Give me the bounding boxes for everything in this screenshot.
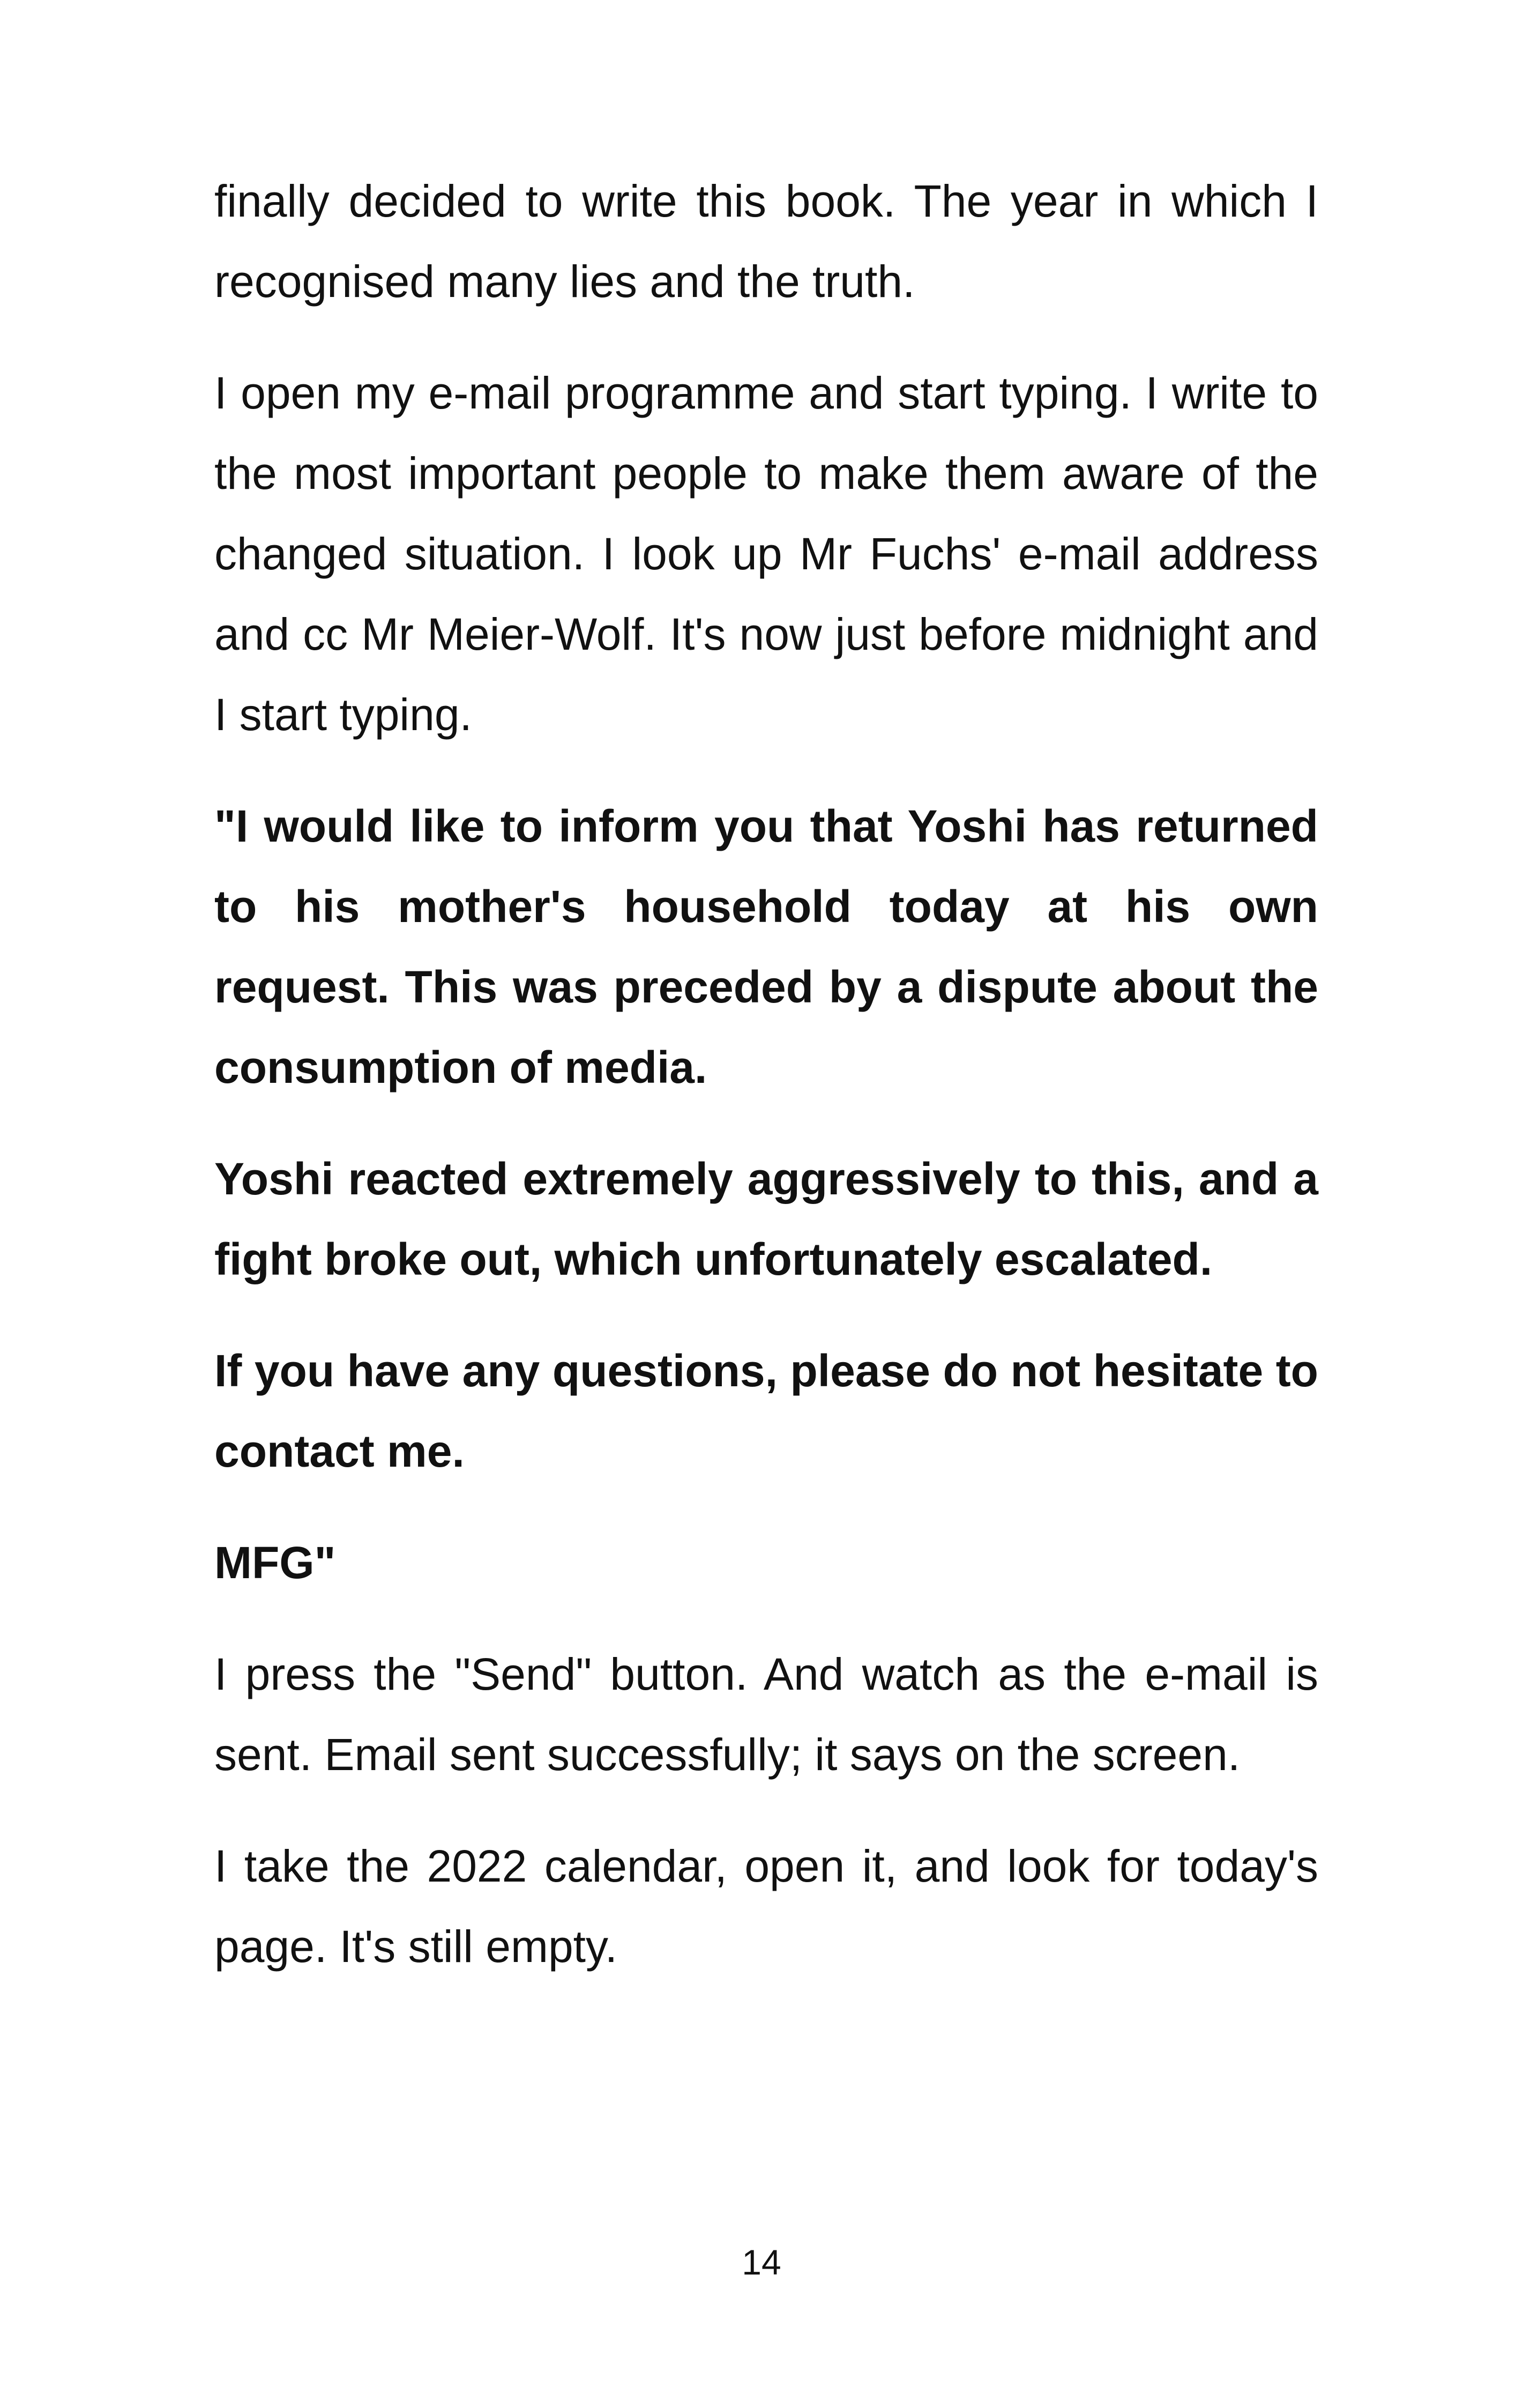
paragraph-7: I press the "Send" button. And watch as the e-mail is sent. Email sent successfully; it says on the screen.	[214, 1649, 1318, 1780]
page-number: 14	[742, 2242, 781, 2282]
paragraph-2: I open my e-mail programme and start typing. I write to the most important people to make them aware of the changed situation. I look up Mr Fuchs' e-mail address and cc Mr Meier-Wolf. It's now just before midnight and I start typing.	[214, 368, 1318, 740]
email-paragraph-2: Yoshi reacted extremely aggressively to this, and a fight broke out, which unfortunately escalated.	[214, 1154, 1318, 1284]
paragraph-8: I take the 2022 calendar, open it, and look for today's page. It's still empty.	[214, 1841, 1318, 1972]
email-paragraph-1: "I would like to inform you that Yoshi has returned to his mother's household today at his own request. This was preceded by a dispute about the consumption of media.	[214, 801, 1318, 1092]
page-body	[214, 161, 1318, 2018]
email-paragraph-3: If you have any questions, please do not hesitate to contact me.	[214, 1346, 1318, 1476]
paragraph-1: finally decided to write this book. The year in which I recognised many lies and the truth.	[214, 176, 1318, 307]
email-signoff: MFG"	[214, 1537, 336, 1588]
